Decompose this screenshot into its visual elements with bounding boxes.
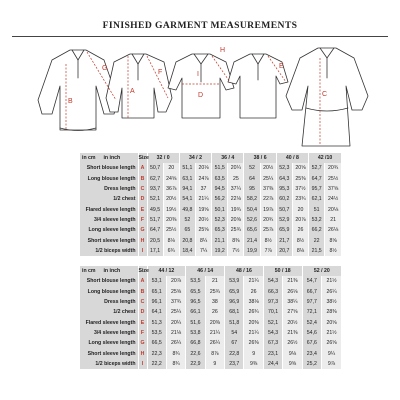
cell-cm: 64,7 xyxy=(309,174,325,184)
row-letter: I xyxy=(138,359,147,369)
cell-inch: 37½ xyxy=(292,184,308,194)
size-header: 48 / 16 xyxy=(225,266,264,276)
row-label: Long blouse length xyxy=(87,175,136,182)
label-i: I xyxy=(197,71,199,78)
cell-inch: 20⅝ xyxy=(292,163,308,173)
cell-cm: 54,1 xyxy=(179,194,195,204)
label-d: D xyxy=(198,92,204,99)
cell-inch: 26⅜ xyxy=(244,338,263,348)
cell-inch: 24⅞ xyxy=(195,174,211,184)
cell-cm: 51,6 xyxy=(186,317,205,327)
size-header: 32 / 0 xyxy=(147,153,179,163)
cell-inch: 20¼ xyxy=(228,163,244,173)
label-h: H xyxy=(220,47,226,54)
cell-cm: 93,7 xyxy=(147,184,163,194)
cell-cm: 60,2 xyxy=(276,194,292,204)
size-header: 40 / 8 xyxy=(276,153,308,163)
cell-cm: 67,3 xyxy=(263,338,282,348)
cell-cm: 52,1 xyxy=(263,317,282,327)
cell-cm: 53,5 xyxy=(186,276,205,286)
cell-inch: 7⅞ xyxy=(260,246,276,256)
long-blouse-sketch xyxy=(106,54,172,118)
cell-inch: 25½ xyxy=(325,174,341,184)
size-header: 36 / 4 xyxy=(212,153,244,163)
table-row xyxy=(80,317,341,327)
cell-cm: 66,1 xyxy=(186,307,205,317)
row-label: Short sleeve length xyxy=(87,350,136,357)
row-label: 1/2 chest xyxy=(113,309,136,316)
cell-inch: 23¾ xyxy=(292,194,308,204)
cell-cm: 19,9 xyxy=(244,246,260,256)
cell-inch: 20½ xyxy=(163,194,179,204)
size-header: 38 / 6 xyxy=(244,153,276,163)
label-a: A xyxy=(130,88,135,95)
cell-cm: 20,5 xyxy=(147,235,163,245)
cell-cm: 95,7 xyxy=(309,184,325,194)
cell-cm: 95,3 xyxy=(276,184,292,194)
size-header: 50 / 18 xyxy=(263,266,302,276)
cell-cm: 65,9 xyxy=(276,225,292,235)
row-label: Dress length xyxy=(104,186,136,193)
cell-cm: 51,8 xyxy=(225,317,244,327)
cell-cm: 21,5 xyxy=(309,246,325,256)
cell-cm: 22,3 xyxy=(147,348,166,358)
cell-cm: 56,2 xyxy=(212,194,228,204)
cell-inch: 8½ xyxy=(260,235,276,245)
cell-cm: 51,7 xyxy=(147,215,163,225)
cell-inch: 21 xyxy=(205,276,224,286)
cell-inch: 20⅛ xyxy=(325,204,341,214)
size-label: Size xyxy=(138,153,147,163)
cell-inch: 20¾ xyxy=(260,215,276,225)
table-row xyxy=(80,194,341,204)
cell-cm: 22,9 xyxy=(186,359,205,369)
cell-cm: 50,1 xyxy=(212,204,228,214)
table-header-row xyxy=(80,266,341,276)
cell-inch: 8⅜ xyxy=(228,235,244,245)
cell-cm: 21,1 xyxy=(212,235,228,245)
cell-inch: 20⅛ xyxy=(195,163,211,173)
cell-inch: 20½ xyxy=(195,215,211,225)
cell-inch: 26½ xyxy=(283,338,302,348)
cell-cm: 63,1 xyxy=(179,174,195,184)
page-title: FINISHED GARMENT MEASUREMENTS xyxy=(102,20,298,31)
row-label: Long sleeve length xyxy=(88,340,136,347)
label-e: E xyxy=(279,63,284,70)
row-label: 3/4 sleeve length xyxy=(93,216,136,223)
row-label: Long sleeve length xyxy=(88,227,136,234)
row-letter: H xyxy=(138,348,147,358)
cell-cm: 24,4 xyxy=(263,359,282,369)
cell-inch: 19⅞ xyxy=(260,204,276,214)
row-letter: G xyxy=(138,338,147,348)
cell-cm: 97,3 xyxy=(263,297,282,307)
cell-inch: 38½ xyxy=(322,297,341,307)
cell-inch: 6¾ xyxy=(163,246,179,256)
cell-inch: 26 xyxy=(292,225,308,235)
cell-inch: 20⅝ xyxy=(322,317,341,327)
cell-cm: 17,1 xyxy=(147,246,163,256)
cell-cm: 65 xyxy=(179,225,195,235)
cell-cm: 23,4 xyxy=(302,348,321,358)
table-row xyxy=(80,338,341,348)
cell-inch: 21⅜ xyxy=(283,276,302,286)
label-b: B xyxy=(68,98,73,105)
cell-inch: 9⅞ xyxy=(322,359,341,369)
cell-cm: 22 xyxy=(309,235,325,245)
cell-inch: 25⅝ xyxy=(195,225,211,235)
cell-inch: 21½ xyxy=(322,328,341,338)
cell-inch: 8⅝ xyxy=(325,235,341,245)
row-label: Short blouse length xyxy=(86,165,136,172)
label-g: G xyxy=(102,65,108,72)
row-label: 1/2 chest xyxy=(113,196,136,203)
cell-cm: 65,1 xyxy=(147,287,166,297)
cell-inch: 9⅝ xyxy=(283,359,302,369)
cell-cm: 96,5 xyxy=(186,297,205,307)
cell-cm: 70,1 xyxy=(263,307,282,317)
cell-inch: 8¾ xyxy=(166,348,185,358)
cell-inch: 25¾ xyxy=(228,225,244,235)
label-c: C xyxy=(322,91,328,98)
cell-inch: 21⅜ xyxy=(283,328,302,338)
table-header-row xyxy=(80,153,341,163)
row-letter: B xyxy=(138,287,147,297)
unit-cm-label: in cm xyxy=(82,268,96,275)
cell-inch: 25 xyxy=(228,174,244,184)
cell-inch: 21¼ xyxy=(205,328,224,338)
cell-cm: 65,3 xyxy=(212,225,228,235)
short-blouse-sketch xyxy=(38,50,118,131)
cell-cm: 66,7 xyxy=(302,287,321,297)
cell-inch: 20⅜ xyxy=(244,317,263,327)
cell-cm: 53,8 xyxy=(186,328,205,338)
cell-cm: 64 xyxy=(244,174,260,184)
cell-inch: 25⅝ xyxy=(166,287,185,297)
cell-inch: 21¼ xyxy=(195,194,211,204)
cell-inch: 20¾ xyxy=(325,163,341,173)
cell-inch: 37⅝ xyxy=(325,184,341,194)
table-row xyxy=(80,328,341,338)
cell-cm: 19,2 xyxy=(212,246,228,256)
row-label: Short blouse length xyxy=(86,278,136,285)
label-f: F xyxy=(158,69,163,76)
size-header: 42 /10 xyxy=(309,153,341,163)
cell-inch: 21⅛ xyxy=(166,328,185,338)
cell-inch: 8⅛ xyxy=(163,235,179,245)
cell-inch: 19¾ xyxy=(228,204,244,214)
cell-cm: 68,1 xyxy=(225,307,244,317)
cell-cm: 72,1 xyxy=(302,307,321,317)
cell-inch: 26¾ xyxy=(244,307,263,317)
table-row xyxy=(80,307,341,317)
cell-cm: 67 xyxy=(225,338,244,348)
measurement-table-1 xyxy=(80,153,341,256)
cell-inch: 28⅜ xyxy=(322,307,341,317)
cell-inch: 8⅛ xyxy=(292,246,308,256)
table-body xyxy=(80,276,341,369)
row-label: Dress length xyxy=(104,299,136,306)
row-letter: C xyxy=(138,184,147,194)
cell-cm: 50,4 xyxy=(244,204,260,214)
row-letter: D xyxy=(138,194,147,204)
cell-cm: 52,6 xyxy=(244,215,260,225)
cell-inch: 21¼ xyxy=(244,328,263,338)
cell-inch: 26⅛ xyxy=(325,225,341,235)
cell-inch: 25½ xyxy=(163,225,179,235)
cell-cm: 65,9 xyxy=(225,287,244,297)
cell-inch: 26⅝ xyxy=(322,338,341,348)
table-row xyxy=(80,163,341,173)
row-letter: H xyxy=(138,235,147,245)
cell-cm: 54,3 xyxy=(263,328,282,338)
table-row xyxy=(80,204,341,214)
cell-inch: 24⅝ xyxy=(163,174,179,184)
cell-cm: 53,1 xyxy=(147,276,166,286)
cell-inch: 21¼ xyxy=(244,276,263,286)
cell-cm: 66,3 xyxy=(263,287,282,297)
cell-inch: 22⅛ xyxy=(228,194,244,204)
cell-cm: 22,6 xyxy=(186,348,205,358)
cell-inch: 8⅞ xyxy=(205,348,224,358)
measurement-table-2 xyxy=(80,266,341,369)
row-letter: B xyxy=(138,174,147,184)
cell-cm: 96,1 xyxy=(147,297,166,307)
cell-cm: 52,1 xyxy=(147,194,163,204)
cell-inch: 24½ xyxy=(325,194,341,204)
cell-cm: 67,6 xyxy=(302,338,321,348)
cell-cm: 23,1 xyxy=(263,348,282,358)
cell-cm: 65,5 xyxy=(186,287,205,297)
cell-cm: 51,3 xyxy=(147,317,166,327)
cell-inch: 38⅛ xyxy=(244,297,263,307)
row-letter: E xyxy=(138,317,147,327)
row-letter: C xyxy=(138,297,147,307)
cell-inch: 26¼ xyxy=(322,287,341,297)
cell-inch: 9⅛ xyxy=(283,348,302,358)
row-label: Flared sleeve length xyxy=(85,206,136,213)
row-label: 3/4 sleeve length xyxy=(93,329,136,336)
size-header: 34 / 2 xyxy=(179,153,211,163)
cell-cm: 62,7 xyxy=(147,174,163,184)
cell-cm: 64,7 xyxy=(147,225,163,235)
row-label: Flared sleeve length xyxy=(85,319,136,326)
cell-cm: 52,3 xyxy=(276,163,292,173)
cell-inch: 9 xyxy=(205,359,224,369)
cell-inch: 26¼ xyxy=(205,338,224,348)
cell-cm: 53,5 xyxy=(147,328,166,338)
cell-cm: 22,2 xyxy=(147,359,166,369)
table-row xyxy=(80,297,341,307)
title-divider xyxy=(12,36,388,37)
table-row xyxy=(80,348,341,358)
cell-inch: 27⅝ xyxy=(283,307,302,317)
cell-cm: 54,6 xyxy=(302,328,321,338)
cell-cm: 53,2 xyxy=(309,215,325,225)
cell-inch: 21 xyxy=(325,215,341,225)
cell-inch: 26¼ xyxy=(166,338,185,348)
row-letter: F xyxy=(138,328,147,338)
cell-cm: 64,1 xyxy=(147,307,166,317)
table-row xyxy=(80,276,341,286)
cell-cm: 94,5 xyxy=(212,184,228,194)
cell-inch: 20⅝ xyxy=(228,215,244,225)
cell-cm: 51,5 xyxy=(212,163,228,173)
cell-inch: 20 xyxy=(163,163,179,173)
cell-inch: 19⅝ xyxy=(195,204,211,214)
unit-cm-label: in cm xyxy=(82,155,96,162)
cell-cm: 65,6 xyxy=(244,225,260,235)
cell-inch: 25⅜ xyxy=(292,174,308,184)
cell-cm: 22,8 xyxy=(225,348,244,358)
table-row xyxy=(80,215,341,225)
row-label: 1/2 biceps width xyxy=(95,360,136,367)
cell-cm: 52,9 xyxy=(276,215,292,225)
cell-inch: 8½ xyxy=(325,246,341,256)
cell-cm: 21,7 xyxy=(276,235,292,245)
table-row xyxy=(80,235,341,245)
row-letter: D xyxy=(138,307,147,317)
cell-cm: 54 xyxy=(225,328,244,338)
row-label: Long blouse length xyxy=(87,288,136,295)
cell-cm: 53,9 xyxy=(225,276,244,286)
cell-inch: 19½ xyxy=(163,204,179,214)
cell-inch: 26⅛ xyxy=(283,287,302,297)
cell-cm: 52,7 xyxy=(309,163,325,173)
cell-cm: 94,1 xyxy=(179,184,195,194)
cell-inch: 25¼ xyxy=(166,307,185,317)
table-row xyxy=(80,246,341,256)
cell-cm: 25,2 xyxy=(302,359,321,369)
cell-inch: 22⅞ xyxy=(260,194,276,204)
table-row xyxy=(80,359,341,369)
garment-sketches xyxy=(0,38,400,150)
cell-inch: 37 xyxy=(195,184,211,194)
cell-cm: 21,4 xyxy=(244,235,260,245)
cell-cm: 96,9 xyxy=(225,297,244,307)
cell-cm: 66,2 xyxy=(309,225,325,235)
cell-inch: 9 xyxy=(244,348,263,358)
cell-cm: 66,8 xyxy=(186,338,205,348)
cell-cm: 52 xyxy=(179,215,195,225)
row-label: Short sleeve length xyxy=(87,237,136,244)
cell-cm: 51,1 xyxy=(179,163,195,173)
unit-inch-label: in inch xyxy=(103,268,121,275)
cell-inch: 20⅜ xyxy=(205,317,224,327)
cell-inch: 37¼ xyxy=(228,184,244,194)
cell-cm: 50,7 xyxy=(276,204,292,214)
row-letter: F xyxy=(138,215,147,225)
row-label: 1/2 biceps width xyxy=(95,247,136,254)
cell-cm: 18,4 xyxy=(179,246,195,256)
cell-cm: 95 xyxy=(244,184,260,194)
cell-inch: 7½ xyxy=(228,246,244,256)
cell-inch: 20½ xyxy=(260,163,276,173)
cell-cm: 51 xyxy=(309,204,325,214)
size-label: Size xyxy=(138,266,147,276)
cell-inch: 25⅞ xyxy=(260,225,276,235)
cell-cm: 20,8 xyxy=(179,235,195,245)
cell-inch: 20½ xyxy=(283,317,302,327)
row-letter: E xyxy=(138,204,147,214)
cell-cm: 49,8 xyxy=(179,204,195,214)
cell-cm: 20,7 xyxy=(276,246,292,256)
table-row xyxy=(80,287,341,297)
cell-cm: 63,5 xyxy=(212,174,228,184)
cell-inch: 38 xyxy=(205,297,224,307)
cell-inch: 9⅜ xyxy=(244,359,263,369)
unit-inch-label: in inch xyxy=(103,155,121,162)
cell-inch: 20¼ xyxy=(166,317,185,327)
cell-cm: 62,1 xyxy=(309,194,325,204)
row-letter: A xyxy=(138,163,147,173)
cell-inch: 20⅞ xyxy=(166,276,185,286)
table-body xyxy=(80,163,341,256)
cell-inch: 25¾ xyxy=(205,287,224,297)
cell-inch: 37⅜ xyxy=(260,184,276,194)
cell-cm: 66,5 xyxy=(147,338,166,348)
cell-cm: 49,5 xyxy=(147,204,163,214)
table-row xyxy=(80,184,341,194)
cell-cm: 52 xyxy=(244,163,260,173)
cell-inch: 36⅞ xyxy=(163,184,179,194)
row-letter: I xyxy=(138,246,147,256)
size-header: 52 / 20 xyxy=(302,266,341,276)
cell-inch: 38¼ xyxy=(283,297,302,307)
cell-cm: 64,3 xyxy=(276,174,292,184)
cell-cm: 52,4 xyxy=(302,317,321,327)
cell-inch: 25¼ xyxy=(260,174,276,184)
cell-inch: 20⅜ xyxy=(163,215,179,225)
cell-inch: 8½ xyxy=(292,235,308,245)
cell-cm: 54,7 xyxy=(302,276,321,286)
row-letter: G xyxy=(138,225,147,235)
cell-cm: 58,2 xyxy=(244,194,260,204)
cell-inch: 8¾ xyxy=(166,359,185,369)
size-header: 44 / 12 xyxy=(147,266,186,276)
cell-inch: 26 xyxy=(244,287,263,297)
row-letter: A xyxy=(138,276,147,286)
chest-blouse-sketch xyxy=(168,54,234,118)
size-header: 46 / 14 xyxy=(186,266,225,276)
cell-inch: 20⅞ xyxy=(292,215,308,225)
cell-inch: 20 xyxy=(292,204,308,214)
cell-cm: 50,7 xyxy=(147,163,163,173)
cell-inch: 8¼ xyxy=(195,235,211,245)
cell-cm: 52,3 xyxy=(212,215,228,225)
cell-inch: 21½ xyxy=(322,276,341,286)
cell-inch: 7¼ xyxy=(195,246,211,256)
cell-cm: 54,3 xyxy=(263,276,282,286)
cell-inch: 26 xyxy=(205,307,224,317)
table-row xyxy=(80,225,341,235)
cell-cm: 97,7 xyxy=(302,297,321,307)
cell-inch: 37¾ xyxy=(166,297,185,307)
table-row xyxy=(80,174,341,184)
cell-cm: 23,7 xyxy=(225,359,244,369)
cell-inch: 9¼ xyxy=(322,348,341,358)
